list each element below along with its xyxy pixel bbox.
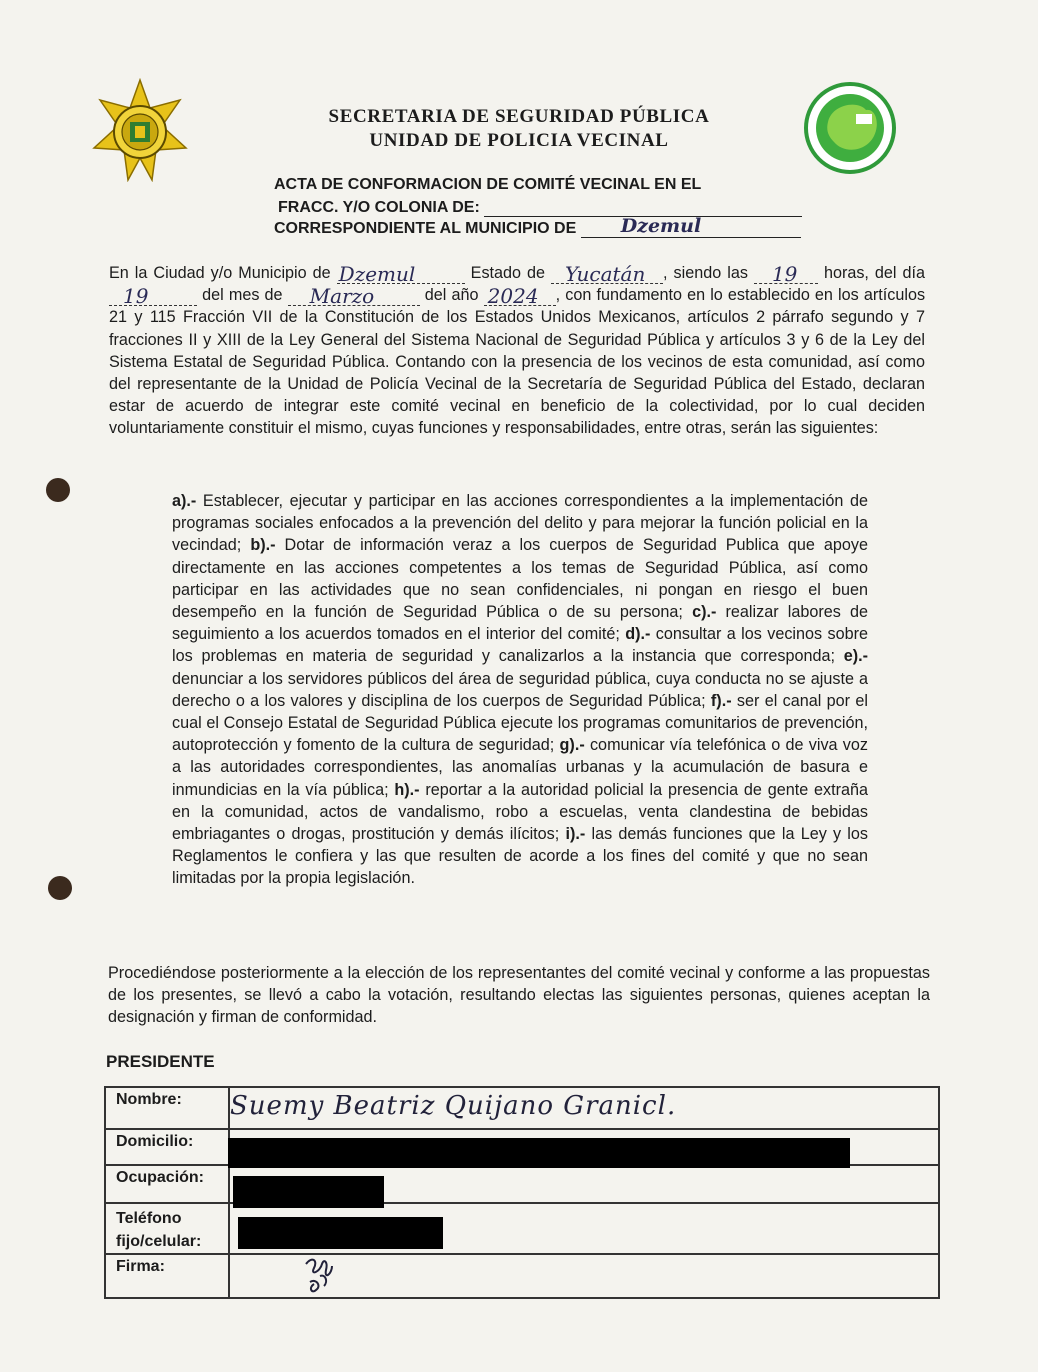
acta-municipio-row bbox=[274, 215, 801, 238]
intro-paragraph bbox=[109, 262, 925, 440]
firma-label: Firma: bbox=[105, 1254, 229, 1298]
function-key-g: g).- bbox=[559, 736, 585, 755]
intro-text-8: , con fundamento en lo establecido en los artículos 21 y 115 Fracción VII de la Constitución de los Estados Unidos Mexicanos, artículos 2 párrafo segundo y 7 fracciones II y XIII de la Ley General del Sistema Nacional de Seguridad Pública y artículos 3 y 6 de la Ley del Sistema Estatal de Seguridad Pública. Contando con la presencia de los vecinos de esta comunidad, así como del representante de la Unidad de Policía Vecinal de la Secretaría de Seguridad Pública del Estado, declaran estar de acuerdo de integrar este comité vecinal en beneficio de la colectividad, por lo cual deciden voluntariamente constituir el mismo, cuyas funciones y responsabilidades, entre otras, serán las siguientes: bbox=[109, 286, 926, 438]
intro-estado-field bbox=[551, 262, 663, 286]
telefono-label-1: Teléfono bbox=[116, 1210, 182, 1227]
functions-paragraph bbox=[172, 490, 868, 890]
function-text-h: reportar a la autoridad policial la presencia de gente extraña en la comunidad, actos de vandalismo, robo a escuelas, venta clandestina de bebidas embriagantes o drogas, prostitución y demás ilícitos; bbox=[172, 780, 868, 844]
municipio-field bbox=[581, 215, 801, 238]
intro-estado-value: Yucatán bbox=[565, 262, 646, 286]
function-text-a: Establecer, ejecutar y participar en las acciones correspondientes a la implementación de programas sociales enfocados a la prevención del delito y para mejorar la función policial en la vecindad; bbox=[172, 492, 868, 555]
intro-text-5: día bbox=[902, 264, 926, 282]
intro-text-6: del mes de bbox=[202, 286, 283, 305]
function-key-b: b).- bbox=[250, 536, 276, 555]
closing-paragraph: Procediéndose posteriormente a la elección de los representantes del comité vecinal y conforme a las propuestas de los presentes, se llevó a cabo la votación, resultando electas las siguientes personas, quienes aceptan la designación y firman de conformidad. bbox=[108, 964, 930, 1027]
function-key-a: a).- bbox=[172, 492, 197, 510]
intro-mes-field bbox=[288, 284, 420, 309]
function-text-c: realizar labores de seguimiento a los acuerdos tomados en el interior del comité; bbox=[172, 603, 868, 644]
intro-text-3: , siendo las bbox=[663, 264, 748, 282]
function-key-i: i).- bbox=[565, 825, 586, 844]
municipio-value: Dzemul bbox=[620, 215, 702, 237]
ocupacion-label: Ocupación: bbox=[105, 1165, 229, 1203]
intro-anio-field bbox=[484, 284, 556, 309]
intro-dia-field bbox=[109, 284, 197, 309]
domicilio-label: Domicilio: bbox=[105, 1129, 229, 1165]
intro-text-4: horas, del bbox=[823, 264, 897, 282]
redacted-domicilio bbox=[228, 1138, 850, 1168]
nombre-value: Suemy Beatriz Quijano Granicl. bbox=[230, 1091, 677, 1121]
function-key-e: e).- bbox=[843, 647, 868, 666]
acta-title: ACTA DE CONFORMACION DE COMITÉ VECINAL EN EL bbox=[274, 176, 702, 193]
telefono-label bbox=[105, 1203, 229, 1254]
intro-mes-value: Marzo bbox=[309, 284, 375, 309]
function-text-f: ser el canal por el cual el Consejo Estatal de Seguridad Pública ejecute los programas comunitarios de prevención, autoprotección y fomento de la cultura de seguridad; bbox=[172, 691, 868, 755]
telefono-label-2: fijo/celular: bbox=[116, 1233, 202, 1250]
function-key-h: h).- bbox=[394, 780, 420, 799]
header-title-2: UNIDAD DE POLICIA VECINAL bbox=[369, 130, 669, 151]
function-text-b: Dotar de información veraz a los cuerpos de Seguridad Publica que apoye directamente en las acciones competentes a los temas de Seguridad Pública, así como participar en las actividades que no sean confidenciales, ni pongan en riesgo el buen desempeño en la función de Seguridad Pública o de su persona; bbox=[172, 536, 868, 622]
intro-anio-value: 2024 bbox=[487, 284, 539, 309]
intro-municipio-value: Dzemul bbox=[338, 262, 416, 286]
acta-colonia-row bbox=[278, 199, 802, 217]
header-title-1: SECRETARIA DE SEGURIDAD PÚBLICA bbox=[328, 106, 710, 127]
president-heading: PRESIDENTE bbox=[106, 1052, 215, 1071]
function-text-g: comunicar vía telefónica o de viva voz a las autoridades correspondientes, las anomalías urbanas y la acumulación de basura e inmundicias en la vía pública; bbox=[172, 736, 868, 799]
redacted-ocupacion bbox=[233, 1176, 384, 1208]
intro-text-7: del año bbox=[424, 286, 479, 305]
function-key-d: d).- bbox=[625, 625, 651, 644]
redacted-telefono bbox=[238, 1217, 443, 1249]
acta-municipio-label: CORRESPONDIENTE AL MUNICIPIO DE bbox=[274, 220, 577, 237]
punch-hole bbox=[48, 876, 72, 900]
intro-text-1: En la Ciudad y/o Municipio de bbox=[109, 264, 331, 282]
intro-hora-value: 19 bbox=[771, 262, 798, 286]
punch-hole bbox=[46, 478, 70, 502]
function-key-f: f).- bbox=[710, 691, 732, 710]
function-text-e: denunciar a los servidores públicos del área de seguridad pública, cuya conducta no se ajuste a derecho o a los valores y disciplina de los cuerpos de Seguridad Pública; bbox=[172, 669, 868, 710]
function-text-d: consultar a los vecinos sobre los problemas en materia de seguridad y canalizarlos a la instancia que corresponda; bbox=[172, 625, 868, 666]
intro-text-2: Estado de bbox=[470, 264, 546, 282]
intro-municipio-field bbox=[337, 262, 465, 286]
intro-hora-field bbox=[754, 262, 818, 286]
function-text-i: las demás funciones que la Ley y los Reglamentos le confiera y las que resulten de acorde a los fines del comité y que no sean limitadas por la propia legislación. bbox=[172, 825, 869, 888]
function-key-c: c).- bbox=[692, 603, 717, 622]
nombre-label: Nombre: bbox=[105, 1087, 229, 1129]
acta-colonia-label: FRACC. Y/O COLONIA DE: bbox=[278, 199, 480, 216]
policia-vecinal-logo-icon bbox=[800, 80, 900, 176]
intro-dia-value: 19 bbox=[123, 284, 149, 309]
signature-scribble-icon bbox=[298, 1252, 342, 1296]
